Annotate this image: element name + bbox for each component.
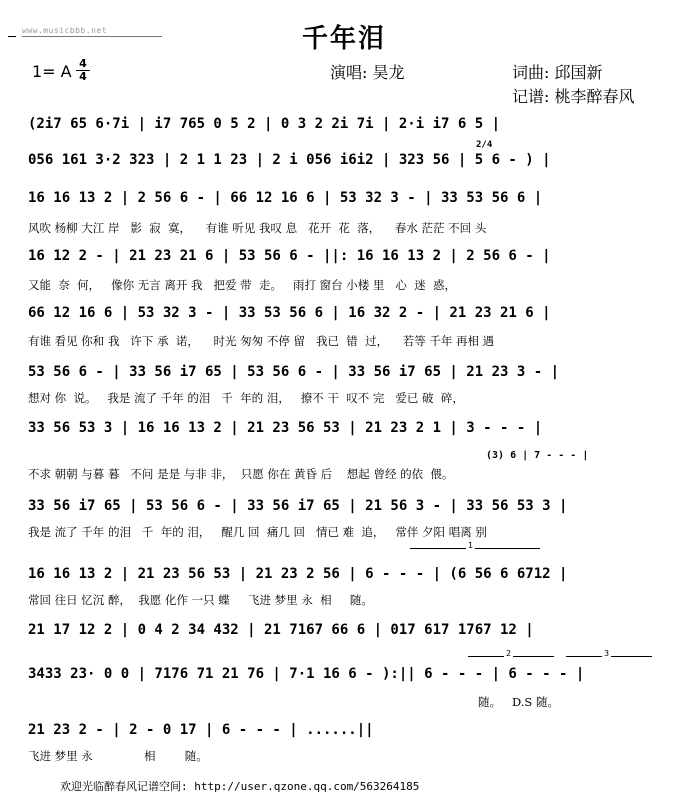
- score-row-7: 33 56 53 3 | 16 16 13 2 | 21 23 56 53 | 21 23 2 1 | 3 - - - |: [28, 420, 543, 436]
- lyric-row-4: 又能 奈 何， 像你 无言 离开 我 把爱 带 走。 雨打 窗台 小楼 里 心 迷 惑，: [28, 278, 457, 292]
- score-row-9: 16 16 13 2 | 21 23 56 53 | 21 23 2 56 | 6 - - - | (6 56 6 6712 |: [28, 566, 568, 582]
- lyric-row-6: 想对 你 说。 我是 流了 千年 的泪 千 年的 泪， 撩不 干 叹不 完 爱已 破 碎，: [28, 391, 464, 405]
- singer-credit: 演唱: 昊龙: [330, 63, 405, 82]
- volta-label-2: 2: [506, 649, 512, 658]
- lyric-row-7: 不求 朝朝 与暮 暮 不问 是是 与非 非， 只愿 你在 黄昏 后 想起 曾经 的依 偎。: [28, 467, 454, 481]
- lyric-row-8: 我是 流了 千年 的泪 千 年的 泪， 醒几 回 痛几 回 情已 难 追， 常伴 夕阳 唱离 别: [28, 525, 487, 539]
- key-signature: 1= A: [32, 62, 72, 81]
- song-title: 千年泪: [301, 24, 386, 54]
- volta-label-3: 3: [604, 649, 610, 658]
- score-row-11: 3433 23· 0 0 | 7176 71 21 76 | 7·1 16 6 - ):|| 6 - - - | 6 - - - |: [28, 666, 585, 682]
- volta-bracket-2: [468, 649, 554, 658]
- score-row-3: 16 16 13 2 | 2 56 6 - | 66 12 16 6 | 53 32 3 - | 33 53 56 6 |: [28, 190, 543, 206]
- score-row-2: 056 161 3·2 323 | 2 1 1 23 | 2 i 056 i6i2 | 323 56 | 5 6 - ) |: [28, 152, 551, 168]
- lyric-row-11: 随。 D.S 随。: [478, 695, 559, 709]
- score-row-1: (2i7 65 6·7i | i7 765 0 5 2 | 0 3 2 2i 7i | 2·i i7 6 5 |: [28, 116, 501, 132]
- alternate-ending-notes: (3) 6 | 7 - - - |: [486, 450, 589, 461]
- volta-bracket-1: [410, 541, 540, 550]
- watermark: www.musicbbb.net: [22, 26, 108, 35]
- score-row-12: 21 23 2 - | 2 - 0 17 | 6 - - - | ......||: [28, 722, 374, 738]
- notation-credit: 记谱: 桃李醉春风: [512, 87, 635, 106]
- time-signature-top: 4: [76, 58, 90, 71]
- meter-change: 2/4: [476, 140, 493, 150]
- footer-link-text: 欢迎光临醉春风记谱空间: http://user.qzone.qq.com/563264185: [60, 780, 420, 793]
- score-row-10: 21 17 12 2 | 0 4 2 34 432 | 21 7167 66 6 | 017 617 1767 12 |: [28, 622, 534, 638]
- score-row-6: 53 56 6 - | 33 56 i7 65 | 53 56 6 - | 33 56 i7 65 | 21 23 3 - |: [28, 364, 560, 380]
- volta-bracket-3: [566, 649, 652, 658]
- lyric-row-3: 风吹 杨柳 大江 岸 影 寂 寞， 有谁 听见 我叹 息 花开 花 落， 春水 茫茫 不回 头: [28, 221, 487, 235]
- lyric-row-12: 飞进 梦里 永 相 随。: [28, 749, 208, 763]
- score-row-8: 33 56 i7 65 | 53 56 6 - | 33 56 i7 65 | 21 56 3 - | 33 56 53 3 |: [28, 498, 568, 514]
- volta-label-1: 1: [468, 541, 474, 550]
- composer-credit: 词曲: 邱国新: [512, 63, 603, 82]
- score-row-5: 66 12 16 6 | 53 32 3 - | 33 53 56 6 | 16 32 2 - | 21 23 21 6 |: [28, 305, 551, 321]
- score-row-4: 16 12 2 - | 21 23 21 6 | 53 56 6 - ||: 16 16 13 2 | 2 56 6 - |: [28, 248, 551, 264]
- time-signature-bottom: 4: [79, 70, 87, 83]
- lyric-row-9: 常回 往日 忆沉 醉， 我愿 化作 一只 蝶 飞进 梦里 永 相 随。: [28, 593, 373, 607]
- time-signature: [76, 58, 90, 83]
- lyric-row-5: 有谁 看见 你和 我 许下 承 诺， 时光 匆匆 不停 留 我已 错 过， 若等 千年 再相 遇: [28, 334, 495, 348]
